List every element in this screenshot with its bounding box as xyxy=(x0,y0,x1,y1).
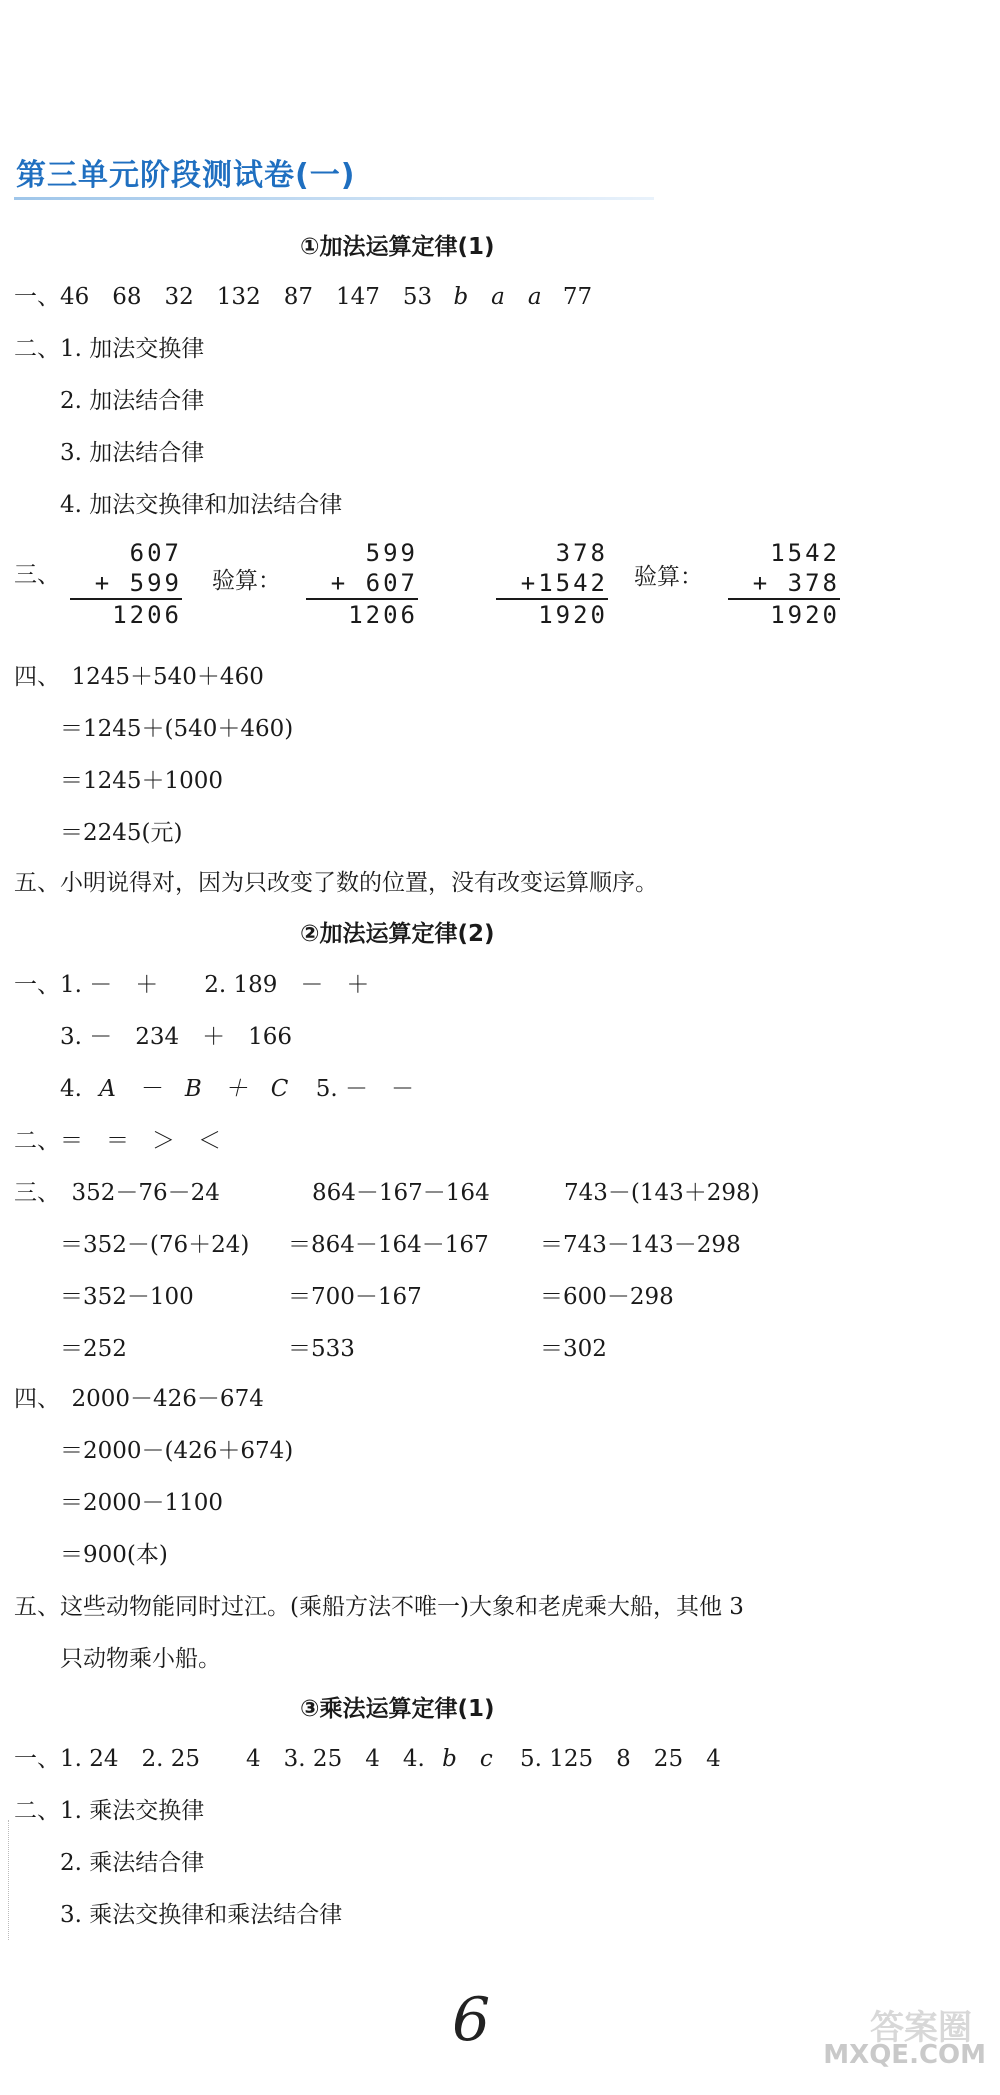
margin-dotted-line xyxy=(8,1820,9,1940)
handwritten-page-number: 6 xyxy=(452,1985,491,2055)
sum: 1920 xyxy=(496,598,608,630)
answer-variables: A － B ＋ C xyxy=(99,1076,289,1102)
calc-col-2-line: ＝700－167 xyxy=(288,1284,422,1310)
answer-text: 一、46 68 32 132 87 147 53 xyxy=(14,284,433,310)
sum: 1206 xyxy=(70,598,182,630)
answer-line: 只动物乘小船。 xyxy=(60,1646,221,1672)
answer-text: 5. 125 8 25 4 xyxy=(520,1746,721,1772)
section-heading-3: ③乘法运算定律(1) xyxy=(300,1696,495,1722)
title-underline xyxy=(14,197,654,200)
answer-line: ＝900(本) xyxy=(60,1542,168,1568)
sum: 1920 xyxy=(728,598,840,630)
calc-col-3-line: ＝743－143－298 xyxy=(540,1232,741,1258)
addend: +1542 xyxy=(520,569,608,597)
answer-variables: b c xyxy=(442,1746,493,1772)
addend: 378 xyxy=(555,539,608,567)
calc-col-1-line: 三、 352－76－24 xyxy=(14,1180,220,1206)
addend: + 607 xyxy=(330,569,418,597)
answer-text: 一、1. 24 2. 25 4 3. 25 4 4. xyxy=(14,1746,425,1772)
calc-col-1-line: ＝352－100 xyxy=(60,1284,194,1310)
vertical-addition xyxy=(306,538,418,630)
answer-text: 5. － － xyxy=(315,1076,414,1102)
calc-col-1-line: ＝252 xyxy=(60,1336,127,1362)
answer-line xyxy=(60,1070,414,1103)
calc-col-1-line: ＝352－(76＋24) xyxy=(60,1232,250,1258)
answer-line: 二、1. 加法交换律 xyxy=(14,336,205,362)
answer-line: 3. － 234 ＋ 166 xyxy=(60,1024,293,1050)
calc-col-2-line: ＝533 xyxy=(288,1336,355,1362)
vertical-addition xyxy=(70,538,182,630)
answer-line xyxy=(14,1740,721,1773)
addend: + 599 xyxy=(94,569,182,597)
calc-col-3-line: ＝600－298 xyxy=(540,1284,674,1310)
addend: 1542 xyxy=(770,539,840,567)
page-title: 第三单元阶段测试卷(一) xyxy=(16,158,356,193)
answer-line: ＝1245＋1000 xyxy=(60,768,224,794)
answer-line: 二、＝ ＝ ＞ ＜ xyxy=(14,1128,221,1154)
calc-col-2-line: ＝864－164－167 xyxy=(288,1232,489,1258)
answer-line: ＝2000－1100 xyxy=(60,1490,224,1516)
addend: 607 xyxy=(129,539,182,567)
vertical-addition xyxy=(728,538,840,630)
question-label: 三、 xyxy=(14,562,60,588)
addend: + 378 xyxy=(752,569,840,597)
calc-col-3-line: 743－(143＋298) xyxy=(564,1180,760,1206)
answer-line: 四、 2000－426－674 xyxy=(14,1386,264,1412)
answer-line: 一、1. － ＋ 2. 189 － ＋ xyxy=(14,972,370,998)
watermark-logo: 答案圈 xyxy=(870,2008,972,2048)
answer-line: 五、小明说得对，因为只改变了数的位置，没有改变运算顺序。 xyxy=(14,870,658,896)
section-heading-1: ①加法运算定律(1) xyxy=(300,234,495,260)
addend: 599 xyxy=(365,539,418,567)
vertical-addition xyxy=(496,538,608,630)
calc-col-3-line: ＝302 xyxy=(540,1336,607,1362)
answer-line: 二、1. 乘法交换律 xyxy=(14,1798,205,1824)
answer-line: 4. 加法交换律和加法结合律 xyxy=(60,492,343,518)
calc-col-2-line: 864－167－164 xyxy=(312,1180,490,1206)
answer-line: 四、 1245＋540＋460 xyxy=(14,664,264,690)
answer-variables: b a a xyxy=(453,284,542,310)
check-label: 验算： xyxy=(212,568,281,594)
answer-line: 2. 乘法结合律 xyxy=(60,1850,205,1876)
answer-line: ＝1245＋(540＋460) xyxy=(60,716,294,742)
answer-line: 3. 乘法交换律和乘法结合律 xyxy=(60,1902,343,1928)
answer-text: 4. xyxy=(60,1076,82,1102)
watermark-text: MXQE.COM xyxy=(823,2040,986,2070)
answer-line: ＝2245(元) xyxy=(60,820,183,846)
answer-line: 2. 加法结合律 xyxy=(60,388,205,414)
answer-text: 77 xyxy=(562,284,593,310)
answer-line: 五、这些动物能同时过江。(乘船方法不唯一)大象和老虎乘大船，其他 3 xyxy=(14,1594,744,1620)
answer-line: ＝2000－(426＋674) xyxy=(60,1438,294,1464)
sum: 1206 xyxy=(306,598,418,630)
section-heading-2: ②加法运算定律(2) xyxy=(300,921,495,947)
check-label: 验算： xyxy=(634,564,703,590)
answer-line xyxy=(14,278,592,311)
answer-line: 3. 加法结合律 xyxy=(60,440,205,466)
